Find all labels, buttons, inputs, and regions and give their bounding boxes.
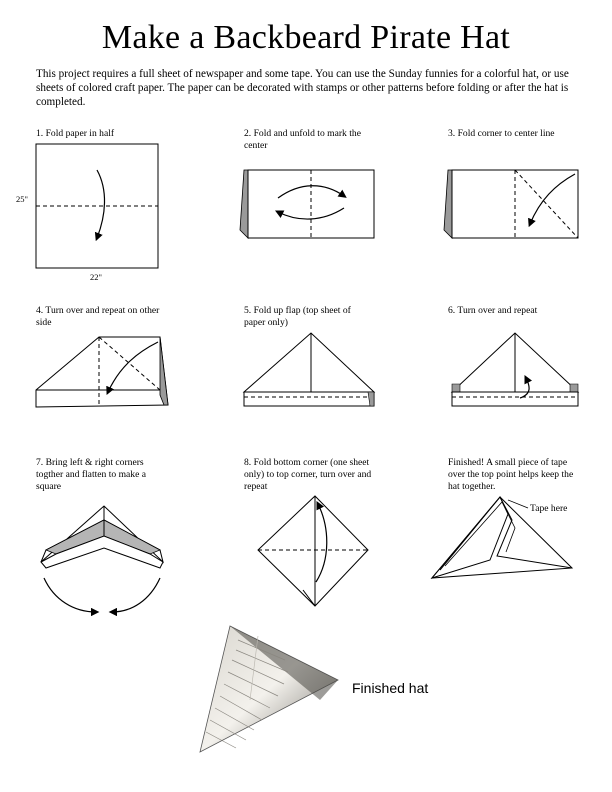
- intro-paragraph: This project requires a full sheet of newspaper and some tape. You can use the Sunday funnies for a colorful hat, or use sheets of colored craft paper. The paper can be decorated with stamps or other patterns before folding or after the hat is completed.: [36, 68, 569, 108]
- tape-here-label: Tape here: [530, 503, 568, 514]
- height-dimension: 25": [16, 194, 28, 204]
- page-title: Make a Backbeard Pirate Hat: [101, 19, 511, 56]
- step-2-label: 2. Fold and unfold to mark the center: [244, 128, 361, 151]
- finished-hat-caption: Finished hat: [352, 680, 429, 696]
- step-1-label: 1. Fold paper in half: [36, 128, 115, 139]
- step-5-label: 5. Fold up flap (top sheet of paper only): [244, 305, 351, 328]
- width-dimension: 22": [90, 272, 102, 282]
- step-7-label: 7. Bring left & right corners togther and flatten to make a square: [36, 457, 147, 492]
- step-4-label: 4. Turn over and repeat on other side: [36, 305, 160, 328]
- step-3-label: 3. Fold corner to center line: [448, 128, 555, 139]
- step-8-label: 8. Fold bottom corner (one sheet only) to top corner, turn over and repeat: [244, 457, 372, 492]
- step-9-label: Finished! A small piece of tape over the top point helps keep the hat together.: [448, 457, 574, 492]
- step-6-label: 6. Turn over and repeat: [448, 305, 538, 316]
